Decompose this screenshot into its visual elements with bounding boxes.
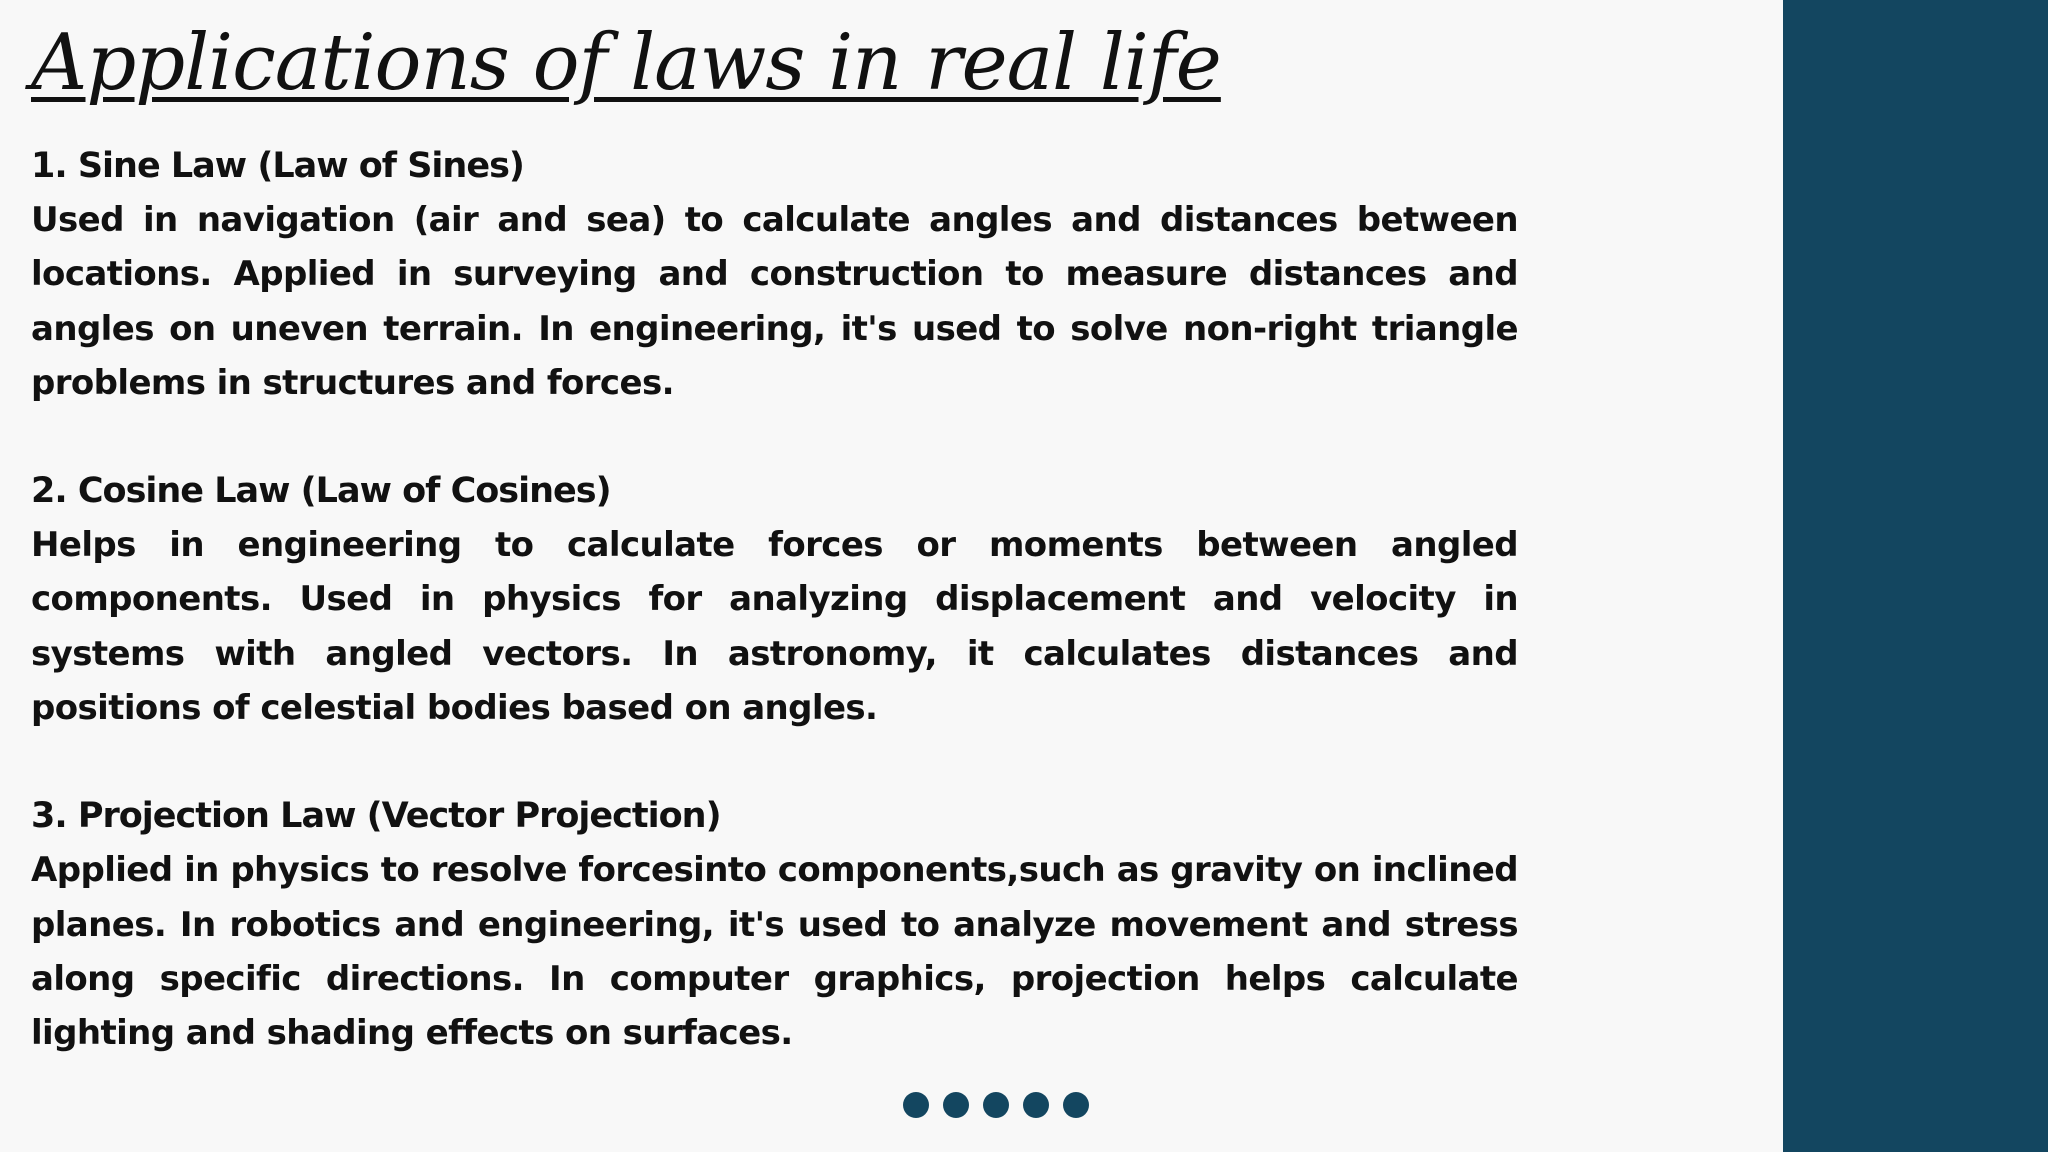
section-sine-law — [31, 139, 1518, 410]
section-body: Helps in engineering to calculate forces or moments between angled components. Used in physics for analyzing displacement and velocity in systems with angled vectors. In astronomy, it calculates distances and positions of celestial bodies based on angles. — [31, 525, 1518, 729]
slide-title: Applications of laws in real life — [31, 18, 1221, 108]
dot — [983, 1092, 1009, 1118]
section-heading: 2. Cosine Law (Law of Cosines) — [31, 471, 611, 512]
section-heading: 3. Projection Law (Vector Projection) — [31, 796, 721, 837]
side-panel — [1783, 0, 2048, 1152]
dot — [1023, 1092, 1049, 1118]
section-cosine-law — [31, 464, 1518, 735]
dot — [943, 1092, 969, 1118]
section-projection-law — [31, 789, 1518, 1060]
section-heading: 1. Sine Law (Law of Sines) — [31, 146, 524, 186]
dot — [903, 1092, 929, 1118]
dot — [1063, 1092, 1089, 1118]
decorative-dots — [903, 1092, 1089, 1118]
section-body: Used in navigation (air and sea) to calculate angles and distances between locations. Applied in surveying and construction to measure distances and angles on uneven terrain. In engineering, it's used to solve non-right triangle problems in structures and forces. — [31, 200, 1518, 403]
slide-content — [31, 139, 1518, 1115]
section-body: Applied in physics to resolve forcesinto components,such as gravity on inclined planes. In robotics and engineering, it's used to analyze movement and stress along specific directions. In computer graphics, projection helps calculate lighting and shading effects on surfaces. — [31, 850, 1518, 1054]
